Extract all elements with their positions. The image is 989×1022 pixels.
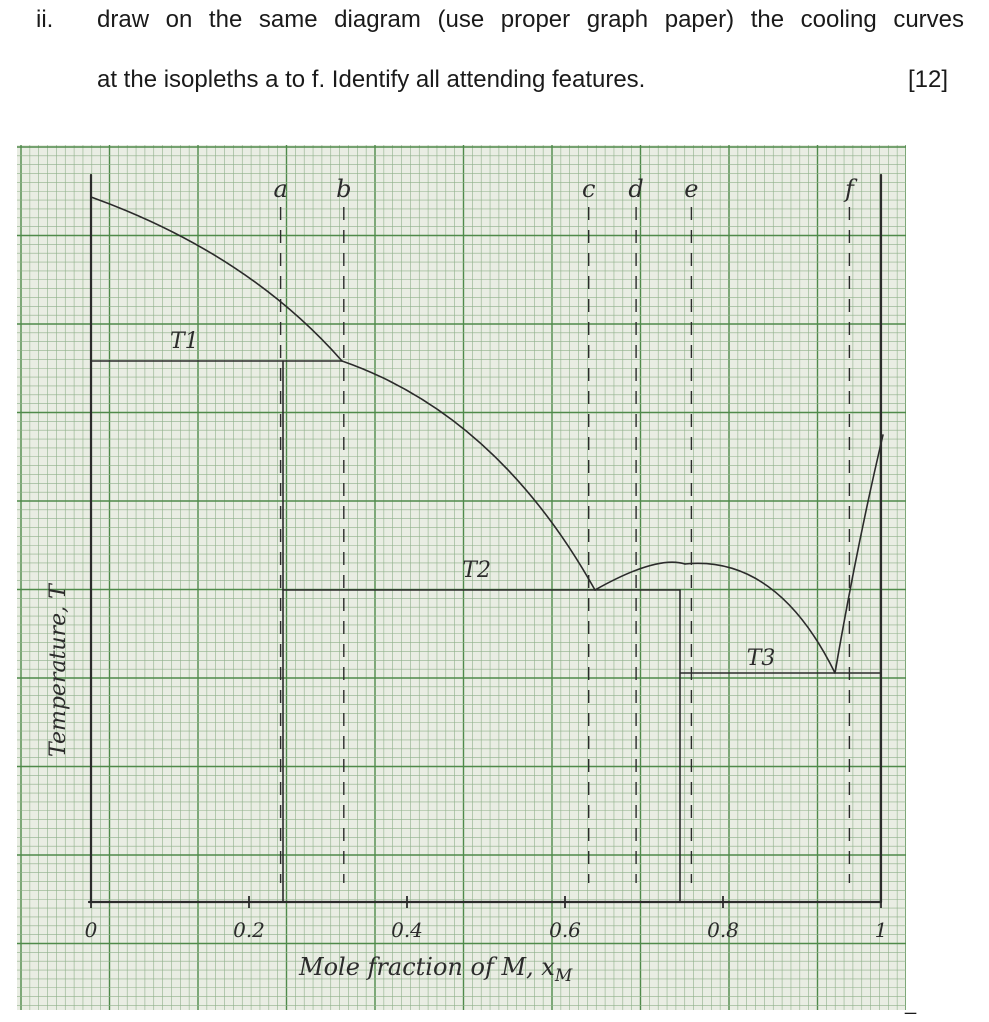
question-word: cooling — [800, 6, 877, 33]
temperature-label-t2: T2 — [462, 558, 491, 583]
isopleth-b-label: b — [336, 175, 352, 203]
question-word: the — [208, 6, 243, 33]
question-word: (use — [437, 6, 485, 33]
question-word: same — [258, 6, 318, 33]
isopleth-f-label: f — [844, 175, 854, 203]
x-tick-label: 0.6 — [549, 918, 581, 942]
question-text-line-2: at the isopleths a to f. Identify all attending features. — [97, 66, 646, 93]
phase-diagram-svg — [17, 145, 906, 1010]
x-tick-label: 1 — [874, 918, 888, 942]
isopleth-a-label: a — [273, 175, 288, 203]
question-word: proper — [500, 6, 571, 33]
y-axis-title: Temperature, T — [46, 584, 71, 757]
question-marks: [12] — [908, 66, 949, 93]
question-text-line-1 — [97, 6, 964, 34]
isopleth-e-label: e — [684, 175, 699, 203]
question-word: the — [750, 6, 785, 33]
x-tick-label: 0.8 — [707, 918, 739, 942]
isopleth-d-label: d — [628, 175, 644, 203]
x-axis-title: Mole fraction of M, $x_M$ — [299, 953, 573, 986]
x-tick-label: 0.4 — [391, 918, 423, 942]
question-number: ii. — [36, 6, 54, 33]
question-word: diagram — [334, 6, 421, 33]
isopleth-c-label: c — [581, 175, 596, 203]
question-word: on — [165, 6, 193, 33]
phase-diagram — [17, 145, 906, 1010]
question-word: curves — [893, 6, 964, 33]
temperature-label-t3: T3 — [746, 646, 776, 671]
question-word: draw — [97, 6, 150, 33]
trailing-dash: _ — [905, 993, 917, 1015]
question-word: graph — [586, 6, 649, 33]
question-word: paper) — [664, 6, 735, 33]
x-tick-label: 0 — [84, 918, 98, 942]
x-tick-label: 0.2 — [233, 918, 265, 942]
temperature-label-t1: T1 — [170, 329, 199, 354]
